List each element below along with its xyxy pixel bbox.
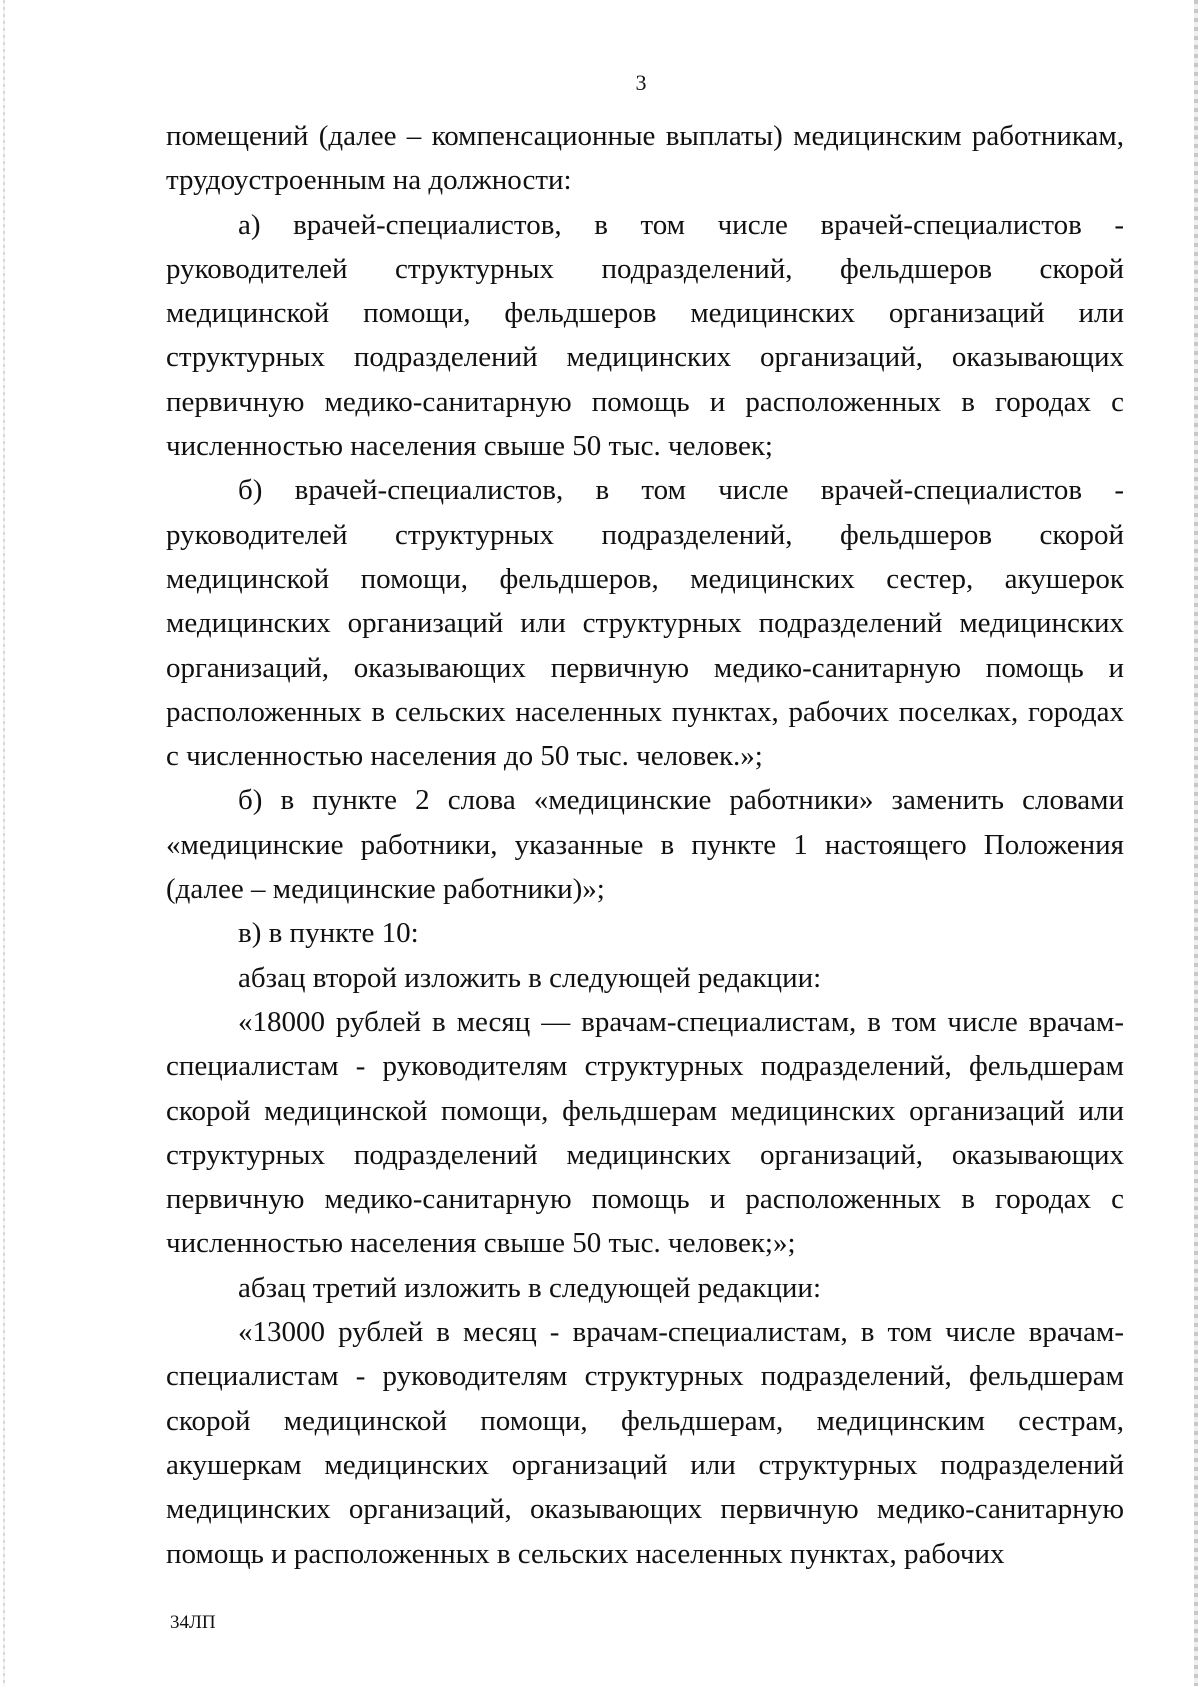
page-number: 3: [635, 70, 647, 95]
paragraph-second-abzac-heading: абзац второй изложить в следующей редакции:: [238, 961, 822, 994]
footer-document-code: 34ЛП: [170, 1612, 216, 1633]
paragraph-item-a: а) врачей-специалистов, в том числе врачей-специалистов - руководителей структурных подразделений, фельдшеров скорой медицинской помощи, фельдшеров медицинских организаций или структурных подразделений медицинских организаций, оказывающих первичную медико-санитарную помощь и расположенных в городах с численностью населения свыше 50 тыс. человек;: [166, 208, 1124, 463]
paragraph-second-abzac-text: «18000 рублей в месяц — врачам-специалистам, в том числе врачам-специалистам - руководителям структурных подразделений, фельдшерам скорой медицинской помощи, фельдшерам медицинских организаций или структурных подразделений медицинских организаций, оказывающих первичную медико-санитарную помощь и расположенных в городах с численностью населения свыше 50 тыс. человек;»;: [166, 1005, 1124, 1260]
scan-edge-left: [3, 0, 5, 1686]
paragraph-item-b: б) врачей-специалистов, в том числе врачей-специалистов - руководителей структурных подразделений, фельдшеров скорой медицинской помощи, фельдшеров, медицинских сестер, акушерок медицинских организаций или структурных подразделений медицинских организаций, оказывающих первичную медико-санитарную помощь и расположенных в сельских населенных пунктах, рабочих поселках, городах с численностью населения до 50 тыс. человек.»;: [166, 474, 1124, 773]
paragraph-third-abzac-heading: абзац третий изложить в следующей редакции:: [238, 1271, 822, 1304]
document-body: [166, 114, 1124, 1576]
paragraph-third-abzac-text: «13000 рублей в месяц - врачам-специалистам, в том числе врачам-специалистам - руководителям структурных подразделений, фельдшерам скорой медицинской помощи, фельдшерам, медицинским сестрам, акушеркам медицинских организаций или структурных подразделений медицинских организаций, оказывающих первичную медико-санитарную помощь и расположенных в сельских населенных пунктах, рабочих: [166, 1316, 1124, 1570]
scan-edge-right: [1194, 0, 1198, 1686]
paragraph-amendment-point-2: б) в пункте 2 слова «медицинские работники» заменить словами «медицинские работники, указанные в пункте 1 настоящего Положения (далее – медицинские работники)»;: [166, 784, 1124, 906]
paragraph-amendment-point-10: в) в пункте 10:: [238, 917, 419, 950]
paragraph-continuation: помещений (далее – компенсационные выплаты) медицинским работникам, трудоустроенным на должности:: [166, 120, 1124, 197]
